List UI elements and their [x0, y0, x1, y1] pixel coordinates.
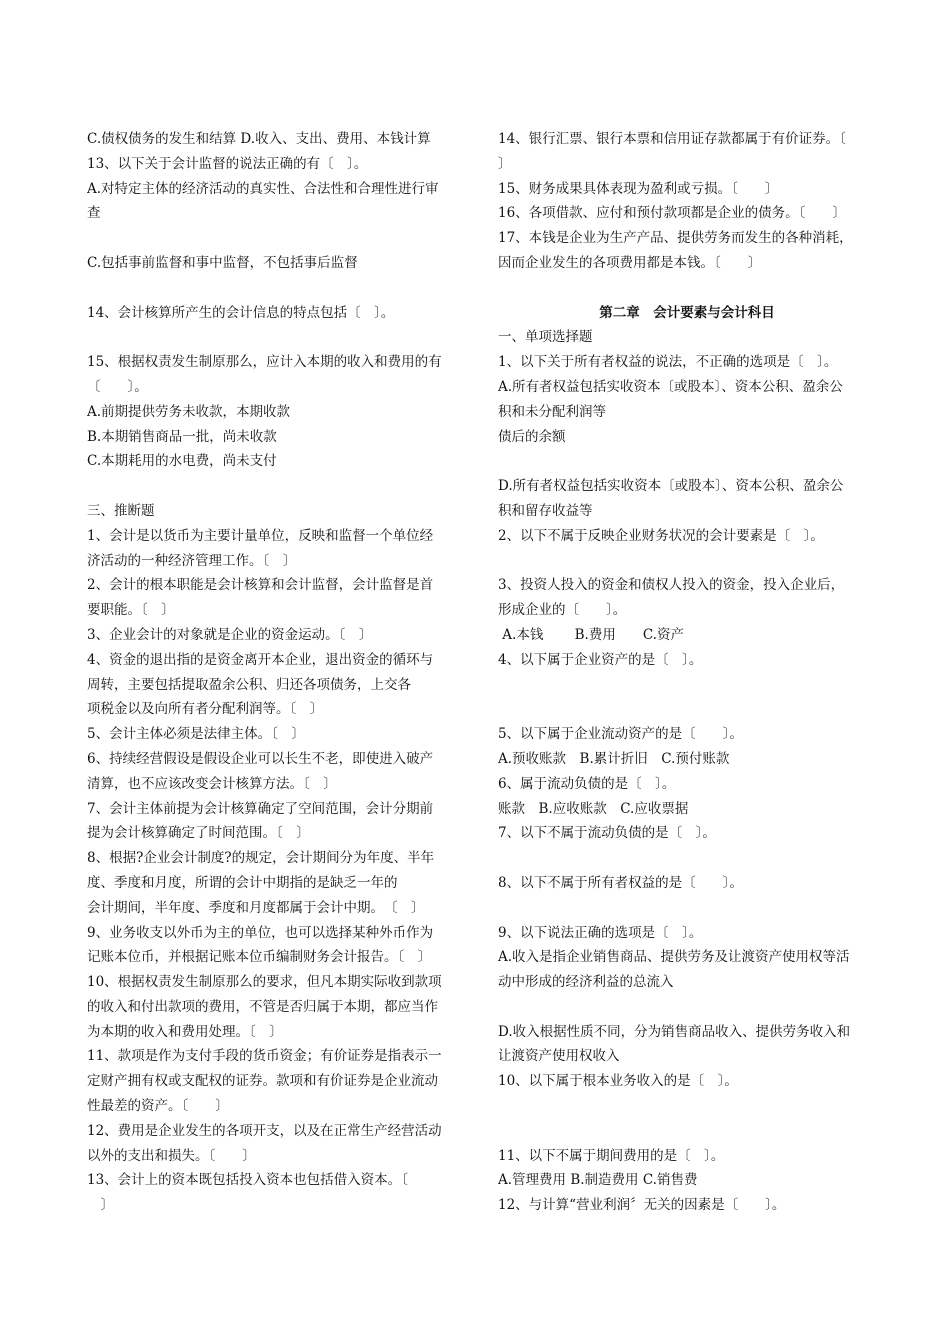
- text-line: 形成企业的〔 〕。: [498, 602, 627, 619]
- text-line: 7、以下不属于流动负债的是〔 〕。: [498, 825, 716, 842]
- text-line: 动中形成的经济利益的总流入: [498, 974, 674, 991]
- text-line: 10、根据权责发生制原那么的要求，但凡本期实际收到款项: [87, 974, 442, 991]
- text-line: 6、持续经营假设是假设企业可以长生不老，即使进入破产: [87, 750, 434, 767]
- text-line: 11、以下不属于期间费用的是〔 〕。: [498, 1147, 725, 1164]
- text-line: 2、会计的根本职能是会计核算和会计监督，会计监督是首: [87, 577, 434, 594]
- blank-line: [498, 995, 876, 1020]
- blank-line: [498, 896, 876, 921]
- text-line: 要职能。〔 〕: [87, 602, 175, 619]
- text-line: 15、根据权责发生制原那么，应计入本期的收入和费用的有: [87, 354, 442, 371]
- text-line: 3、企业会计的对象就是企业的资金运动。〔 〕: [87, 626, 373, 643]
- text-line: 三、推断题: [87, 502, 155, 519]
- text-line: A.预收账款 B.累计折旧 C.预付账款: [498, 750, 730, 767]
- text-line: 一、单项选择题: [498, 329, 593, 346]
- blank-line: [87, 226, 462, 251]
- text-line: 14、会计核算所产生的会计信息的特点包括〔 〕。: [87, 304, 395, 321]
- blank-line: [498, 549, 876, 574]
- text-line: 12、费用是企业发生的各项开支，以及在正常生产经营活动: [87, 1122, 442, 1139]
- text-line: 项税金以及向所有者分配利润等。〔 〕: [87, 701, 324, 718]
- text-line: C.本期耗用的水电费，尚未支付: [87, 453, 277, 470]
- text-line: 债后的余额: [498, 428, 566, 445]
- text-line: 5、会计主体必须是法律主体。〔 〕: [87, 726, 305, 743]
- text-line: 性最差的资产。〔 〕: [87, 1098, 229, 1115]
- text-line: 9、以下说法正确的选项是〔 〕。: [498, 924, 703, 941]
- text-line: 提为会计核算确定了时间范围。〔 〕: [87, 825, 310, 842]
- text-line: 积和未分配利润等: [498, 403, 606, 420]
- text-line: 13、以下关于会计监督的说法正确的有〔 〕。: [87, 155, 368, 172]
- text-line: A.前期提供劳务未收款，本期收款: [87, 403, 291, 420]
- text-line: 5、以下属于企业流动资产的是〔 〕。: [498, 726, 743, 743]
- text-line: 12、与计算“营业利润〞无关的因素是〔 〕。: [498, 1197, 786, 1214]
- blank-line: [498, 697, 876, 722]
- text-line: 记账本位币，并根据记账本位币编制财务会计报告。〔 〕: [87, 949, 432, 966]
- text-line: D.所有者权益包括实收资本〔或股本〕、资本公积、盈余公: [498, 478, 844, 495]
- text-line: A.管理费用 B.制造费用 C.销售费: [498, 1172, 698, 1189]
- text-line: 7、会计主体前提为会计核算确定了空间范围，会计分期前: [87, 800, 434, 817]
- text-line: 让渡资产使用权收入: [498, 1048, 620, 1065]
- blank-line: [498, 1119, 876, 1144]
- text-line: 4、资金的退出指的是资金离开本企业，退出资金的循环与: [87, 651, 434, 668]
- text-line: 3、投资人投入的资金和债权人投入的资金，投入企业后，: [498, 577, 845, 594]
- text-line: 因而企业发生的各项费用都是本钱。〔 〕: [498, 254, 762, 271]
- text-line: B.本期销售商品一批，尚未收款: [87, 428, 277, 445]
- text-line: C.债权债务的发生和结算 D.收入、支出、费用、本钱计算: [87, 131, 431, 147]
- blank-line: [498, 1094, 876, 1119]
- text-line: 以外的支出和损失。〔 〕: [87, 1147, 256, 1164]
- blank-line: [498, 449, 876, 474]
- text-line: 度、季度和月度，所谓的会计中期指的是缺乏一年的: [87, 874, 398, 891]
- text-line: 4、以下属于企业资产的是〔 〕。: [498, 651, 703, 668]
- text-line: C.包括事前监督和事中监督，不包括事后监督: [87, 254, 358, 271]
- text-line: 〕: [498, 155, 512, 172]
- left-column: [87, 127, 462, 1218]
- text-line: 济活动的一种经济管理工作。〔 〕: [87, 552, 297, 569]
- text-line: 会计期间，半年度、季度和月度都属于会计中期。 〔 〕: [87, 899, 425, 916]
- blank-line: [87, 276, 462, 301]
- text-line: A.对特定主体的经济活动的真实性、合法性和合理性进行审: [87, 180, 439, 197]
- blank-line: [498, 276, 876, 301]
- chapter-heading: 第二章 会计要素与会计科目: [599, 304, 775, 321]
- text-line: 定财产拥有权或支配权的证券。款项和有价证券是企业流动: [87, 1073, 438, 1090]
- text-line: 查: [87, 205, 101, 222]
- text-line: 为本期的收入和费用处理。〔 〕: [87, 1023, 283, 1040]
- blank-line: [498, 673, 876, 698]
- text-line: 14、银行汇票、银行本票和信用证存款都属于有价证券。〔: [498, 131, 846, 147]
- text-line: 1、会计是以货币为主要计量单位，反映和监督一个单位经: [87, 527, 434, 544]
- text-line: 9、业务收支以外币为主的单位，也可以选择某种外币作为: [87, 924, 434, 941]
- text-line: 〔 〕。: [87, 378, 148, 395]
- text-line: 1、以下关于所有者权益的说法，不正确的选项是〔 〕。: [498, 354, 838, 371]
- text-line: 〕: [87, 1197, 114, 1214]
- text-line: 2、以下不属于反映企业财务状况的会计要素是〔 〕。: [498, 527, 824, 544]
- text-line: 8、以下不属于所有者权益的是〔 〕。: [498, 874, 743, 891]
- blank-line: [87, 474, 462, 499]
- text-line: 的收入和付出款项的费用，不管是否归属于本期，都应当作: [87, 998, 438, 1015]
- text-line: A.本钱 B.费用 C.资产: [498, 626, 684, 643]
- right-column: [498, 127, 876, 1218]
- text-line: 账款 B.应收账款 C.应收票据: [498, 800, 689, 817]
- text-line: 11、款项是作为支付手段的货币资金；有价证券是指表示一: [87, 1048, 442, 1065]
- text-line: 积和留存收益等: [498, 502, 593, 519]
- text-line: 10、以下属于根本业务收入的是〔 〕。: [498, 1073, 738, 1090]
- blank-line: [498, 846, 876, 871]
- text-line: D.收入根据性质不同，分为销售商品收入、提供劳务收入和: [498, 1023, 851, 1040]
- blank-line: [87, 325, 462, 350]
- text-line: A.所有者权益包括实收资本〔或股本〕、资本公积、盈余公: [498, 378, 843, 395]
- text-line: 13、会计上的资本既包括投入资本也包括借入资本。〔: [87, 1172, 408, 1189]
- text-line: 15、财务成果具体表现为盈利或亏损。〔 〕: [498, 180, 779, 197]
- text-line: 17、本钱是企业为生产产品、提供劳务而发生的各种消耗，: [498, 230, 853, 247]
- text-line: 16、各项借款、应付和预付款项都是企业的债务。〔 〕: [498, 205, 846, 222]
- text-line: 清算，也不应该改变会计核算方法。〔 〕: [87, 775, 337, 792]
- text-line: 6、属于流动负债的是〔 〕。: [498, 775, 676, 792]
- text-line: A.收入是指企业销售商品、提供劳务及让渡资产使用权等活: [498, 949, 850, 966]
- text-line: 8、根据?企业会计制度?的规定，会计期间分为年度、半年: [87, 850, 435, 867]
- text-line: 周转，主要包括提取盈余公积、归还各项债务，上交各: [87, 676, 411, 693]
